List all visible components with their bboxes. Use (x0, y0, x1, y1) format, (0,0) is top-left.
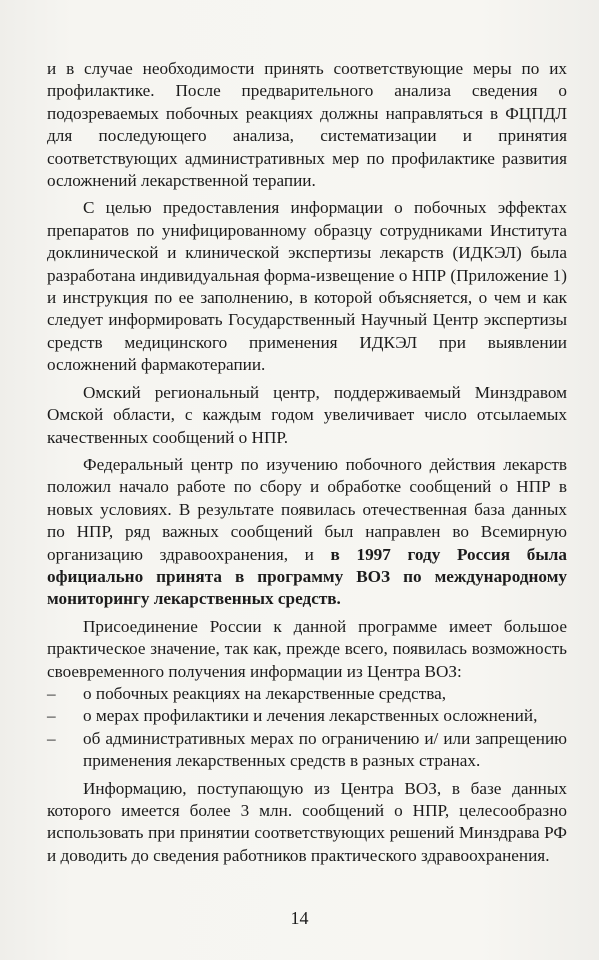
paragraph-6: Информацию, поступающую из Центра ВОЗ, в базе данных которого имеется более 3 млн. сообщений о НПР, целесообразно использовать при принятии соответствующих решений Минздрава РФ и доводить до сведения работников практического здравоохранения. (47, 778, 567, 865)
list-dash: – (47, 683, 56, 703)
list-item (47, 728, 567, 773)
list-item-text: об административных мерах по ограничению и/ или запрещению применения лекарственных средств в разных странах. (83, 728, 567, 771)
body-text (47, 58, 567, 872)
list-item-text: о побочных реакциях на лекарственные средства, (83, 683, 447, 703)
list-dash: – (47, 728, 56, 748)
paragraph-4-text: Федеральный центр по изучению побочного действия лекарств положил начало работе по сбору и обработке сообщений о НПР в новых условиях. В результате появилась отечественная база данных по НПР, ряд важных сообщений был направлен во Всемирную организацию здравоохранения, и (47, 454, 567, 564)
paragraph-5: Присоединение России к данной программе имеет большое практическое значение, так как, прежде всего, появилась возможность своевременного получения информации из Центра ВОЗ: (47, 616, 567, 681)
paragraph-2: С целью предоставления информации о побочных эффектах препаратов по унифицированному образцу сотрудниками Института доклинической и клинической экспертизы лекарств (ИДКЭЛ) была разработана индивидуальная форма-извещение о НПР (Приложение 1) и инструкция по ее заполнению, в которой объясняется, о чем и как следует информировать Государственный Научный Центр экспертизы средств медицинского применения ИДКЭЛ при выявлении осложнений фармакотерапии. (47, 198, 567, 375)
paragraph-3: Омский региональный центр, поддерживаемый Минздравом Омской области, с каждым годом увеличивает число отсылаемых качественных сообщений о НПР. (47, 382, 567, 447)
paragraph-1: и в случае необходимости принять соответствующие меры по их профилактике. После предварительного анализа сведения о подозреваемых побочных реакциях должны направляться в ФЦПДЛ для последующего анализа, систематизации и принятия соответствующих административных мер по профилактике развития осложнений лекарственной терапии. (47, 59, 567, 191)
paragraph-4-bold-text: в 1997 году Россия была официально принята в программу ВОЗ по международному мониторингу лекарственных средств. (47, 544, 567, 609)
list-dash: – (47, 706, 56, 726)
list-item (47, 705, 567, 727)
paragraph-4 (47, 454, 567, 611)
list-item-text: о мерах профилактики и лечения лекарственных осложнений, (83, 706, 538, 726)
page-number: 14 (290, 908, 309, 928)
dash-list (47, 683, 567, 773)
list-item (47, 683, 567, 705)
